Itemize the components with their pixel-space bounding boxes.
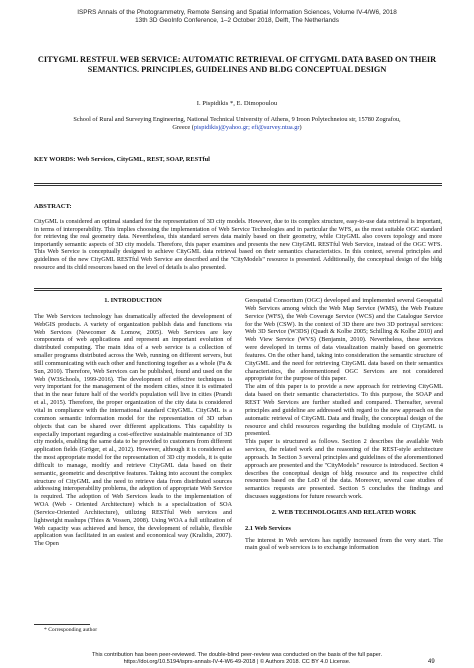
- running-header: [0, 9, 474, 25]
- header-conference-line: 13th 3D GeoInfo Conference, 1–2 October 2018, Delft, The Netherlands: [135, 17, 339, 24]
- paragraph-aim: The aim of this paper is to provide a new approach for retrieving CityGML data based on their semantic characteristics. To this purpose, the SOAP and REST Web Services are further studied and compared. Thereafter, several principles and guideline are addressed with regard to the new approach on the automatic retrieval of CityGML Data and finally, the conceptual design of the resource and child resources regarding the building module of CityGML is presented.: [245, 383, 443, 438]
- keywords: [34, 156, 444, 164]
- header-journal-line: ISPRS Annals of the Photogrammetry, Remote Sensing and Spatial Information Sciences, Volume IV-4/W6, 2018: [77, 9, 397, 16]
- left-column: [34, 297, 232, 548]
- divider-top-double: [34, 185, 442, 186]
- page-number: 49: [428, 659, 435, 665]
- footer-doi[interactable]: https://doi.org/10.5194/isprs-annals-IV-4-W6-49-2018 | © Authors 2018. CC BY 4.0 License.: [123, 659, 351, 665]
- abstract-text: CityGML is considered an optimal standard for the representation of 3D city models. However, due to its complex structure, easy-to-use data retrieval is important, in terms of interoperability. This implies choosing the implementation of Web Service Technologies and in particular the WFS, as the most suitable OGC standard for retrieving the real geometry data. Nevertheless, this standard serves data mainly based on their geometry, while CityGML also covers topology and more importantly semantic aspects of 3D city models. Therefore, this paper examines and presents the new CityGML RESTful Web Service, instead of the OGC WFS. This Web Service is conceptually designed to achieve CityGML data retrieval based on their semantics characteristics. In this context, several principles and guidelines of the new CityGML RESTful Web Service are described and the "CityModels" resource is presented. Additionally, the conceptual design of the bldg resource and its child resources based on the level of details is also presented.: [34, 218, 442, 271]
- keywords-text: Web Services, CityGML, REST, SOAP, RESTful: [76, 156, 210, 163]
- footer-review-note: This contribution has been peer-reviewed. The double-blind peer-review was conducted on the basis of the full paper.: [91, 652, 382, 658]
- keywords-label: KEY WORDS:: [34, 156, 76, 163]
- paragraph-structure: This paper is structured as follows. Section 2 describes the available Web services, the related work and the reasoning of the REST-style architecture approach. In Section 3 several principles and guidelines of the aforementioned approach are presented and the "CityModels" resource is introduced. Section 4 describes the conceptual design of bldg resource and its respective child resources based on the LoD of the data. Moreover, several case studies of semantics requests are presented. Section 5 concludes the findings and discusses suggestions for future research work.: [245, 438, 443, 501]
- section-heading-web-technologies: 2. WEB TECHNOLOGIES AND RELATED WORK: [271, 508, 417, 516]
- affiliation: [40, 116, 434, 131]
- email-links[interactable]: pispidikisj@yahoo.gr; efi@survey.ntua.gr: [193, 123, 300, 131]
- paragraph-ogc: Geospatial Consortium (OGC) developed and implemented several Geospatial Web Services among which the Web Map Service (WMS), the Web Feature Service (WFS), the Web Coverage Service (WCS) and the Catalogue Service for the Web (CSW). In the context of 3D there are two 3D portrayal services: Web 3D Service (W3DS) (Quadt & Kolbe 2005; Schilling & Kolbe 2010) and Web View Service (WVS) (Benjamin, 2010). Nevertheless, these services were developed in terms of data visualization mainly based on geometric features. On the other hand, taking into consideration the semantic structure of CityGML and the need for retrieving CityGML data based on their semantics characteristics, the aforementioned OGC Services are not considered appropriate for the purpose of this paper.: [245, 297, 443, 383]
- footnote-divider: [34, 624, 90, 625]
- divider-top: [34, 183, 442, 184]
- affiliation-prefix: Greece (: [172, 123, 194, 131]
- introduction-text: The Web Services technology has dramatically affected the development of WebGIS products. A variety of organization publish data and functions via Web Services (Newcomer & Lomow, 2005). Web Services are key components of web applications and represent an important evolution of distributed computing. The main idea of a web service is a collection of smaller programs distributed across the Web, running on different servers, but still communicating with each other and functioning together as a whole (Fu & Sun, 2010). Therefore, Web Services can be published, found and used on the Web (W3Schools, 1999-2016). The development of effective techniques is very important for the management of the modern cities, since it is estimated that in the near future half of the world's population will live in cities (Prandi et al., 2015). Therefore, the proper organization of the city data is considered vital in compliance with the international standard CityGML. CityGML is a common semantic information model for the representation of 3D urban objects that can be shared over different applications. This capability is especially important regarding a cost-effective sustainable maintenance of 3D city models, enabling the same data to be provided to customers from different application fields (Gröger, et al., 2012). However, although it is considered as the most appropriate model for the representation of 3D city models, it is quite difficult to manage, modify and retrieve CityGML data based on their semantic, geometric and descriptive features. Taking into account the complex structure of CityGML and the need to retrieve data from distributed sources addressing interoperability problems, the adoption of appropriate Web Service is required. The adoption of Web Services leads to the implementation of WOA (Web - Oriented Architecture) which is a specialization of SOA (Service-Oriented Architecture), utilizing RESTful Web services and lightweight mashups (Thies & Vossen, 2008). Using WOA a full utilization of Web capacity was achieved and hence, the development of reliable, flexible application was facilitated in an easiest and economical way (Kralidis, 2007). The Open: [34, 312, 232, 548]
- affiliation-suffix: ): [299, 123, 302, 131]
- affiliation-line: School of Rural and Surveying Engineering, National Technical University of Athens, 9 Iroon Polytechneiou str, 15780 Zografou,: [73, 116, 401, 123]
- subsection-heading-web-services: 2.1 Web Services: [245, 524, 291, 532]
- divider-bottom: [34, 288, 442, 289]
- author-list: I. Pispidikis *, E. Dimopoulou: [196, 100, 278, 107]
- divider-bottom-double: [34, 290, 442, 291]
- affiliation-contact: [40, 124, 434, 132]
- page-footer: [0, 652, 474, 666]
- footnote-corresponding-author: * Corresponding author: [44, 627, 98, 633]
- right-column: [245, 297, 443, 552]
- paragraph-web-services: The interest in Web services has rapidly increased from the very start. The main goal of web services is to exchange information: [245, 536, 443, 552]
- abstract-heading: ABSTRACT:: [34, 203, 72, 210]
- section-heading-introduction: 1. INTRODUCTION: [104, 297, 162, 304]
- paper-title: CITYGML RESTFUL WEB SERVICE: AUTOMATIC RETRIEVAL OF CITYGML DATA BASED ON THEIR SEMANTICS. PRINCIPLES, GUIDELINES AND BLDG CONCEPTUAL DESIGN: [37, 55, 437, 74]
